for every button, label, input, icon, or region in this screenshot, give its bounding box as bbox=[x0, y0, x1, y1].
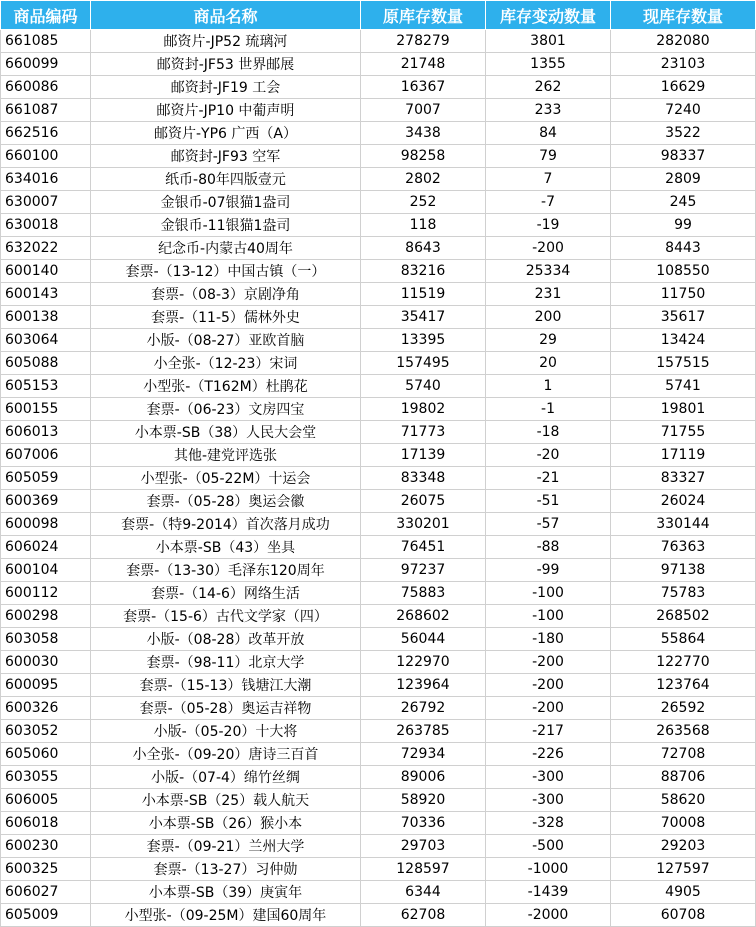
cell-product-name[interactable]: 套票-（特9-2014）首次落月成功 bbox=[91, 513, 361, 536]
cell-stock-change[interactable]: -57 bbox=[486, 513, 611, 536]
cell-product-code[interactable]: 600325 bbox=[1, 858, 91, 881]
cell-current-stock[interactable]: 29203 bbox=[611, 835, 756, 858]
cell-product-name[interactable]: 小本票-SB（25）载人航天 bbox=[91, 789, 361, 812]
cell-original-stock[interactable]: 71773 bbox=[361, 421, 486, 444]
cell-product-code[interactable]: 662516 bbox=[1, 122, 91, 145]
cell-stock-change[interactable]: -226 bbox=[486, 743, 611, 766]
cell-product-name[interactable]: 金银币-11银猫1盎司 bbox=[91, 214, 361, 237]
cell-product-name[interactable]: 套票-（13-12）中国古镇（一） bbox=[91, 260, 361, 283]
cell-product-name[interactable]: 套票-（06-23）文房四宝 bbox=[91, 398, 361, 421]
cell-original-stock[interactable]: 56044 bbox=[361, 628, 486, 651]
cell-product-code[interactable]: 660086 bbox=[1, 76, 91, 99]
cell-product-name[interactable]: 套票-（13-27）习仲勋 bbox=[91, 858, 361, 881]
cell-product-name[interactable]: 套票-（15-6）古代文学家（四） bbox=[91, 605, 361, 628]
cell-product-code[interactable]: 661085 bbox=[1, 30, 91, 53]
cell-original-stock[interactable]: 97237 bbox=[361, 559, 486, 582]
cell-product-name[interactable]: 其他-建党评选张 bbox=[91, 444, 361, 467]
table-row bbox=[1, 582, 756, 605]
cell-product-name[interactable]: 小型张-（05-22M）十运会 bbox=[91, 467, 361, 490]
cell-original-stock[interactable]: 70336 bbox=[361, 812, 486, 835]
cell-product-code[interactable]: 606024 bbox=[1, 536, 91, 559]
table-row bbox=[1, 421, 756, 444]
table-row bbox=[1, 789, 756, 812]
cell-original-stock[interactable]: 75883 bbox=[361, 582, 486, 605]
table-row bbox=[1, 559, 756, 582]
table-row bbox=[1, 858, 756, 881]
table-row bbox=[1, 490, 756, 513]
cell-product-code[interactable]: 606018 bbox=[1, 812, 91, 835]
cell-stock-change[interactable]: 25334 bbox=[486, 260, 611, 283]
cell-stock-change[interactable]: 7 bbox=[486, 168, 611, 191]
cell-original-stock[interactable]: 26792 bbox=[361, 697, 486, 720]
table-body bbox=[1, 30, 756, 927]
cell-current-stock[interactable]: 330144 bbox=[611, 513, 756, 536]
header-stock-change[interactable]: 库存变动数量 bbox=[486, 1, 611, 30]
header-row bbox=[1, 1, 756, 30]
cell-current-stock[interactable]: 2809 bbox=[611, 168, 756, 191]
cell-original-stock[interactable]: 252 bbox=[361, 191, 486, 214]
cell-current-stock[interactable]: 282080 bbox=[611, 30, 756, 53]
cell-product-code[interactable]: 603055 bbox=[1, 766, 91, 789]
cell-product-name[interactable]: 邮资片-JP52 琉璃河 bbox=[91, 30, 361, 53]
cell-original-stock[interactable]: 268602 bbox=[361, 605, 486, 628]
cell-original-stock[interactable]: 29703 bbox=[361, 835, 486, 858]
cell-product-name[interactable]: 小本票-SB（26）猴小本 bbox=[91, 812, 361, 835]
table-row bbox=[1, 881, 756, 904]
cell-current-stock[interactable]: 71755 bbox=[611, 421, 756, 444]
cell-product-name[interactable]: 小本票-SB（38）人民大会堂 bbox=[91, 421, 361, 444]
table-row bbox=[1, 720, 756, 743]
cell-current-stock[interactable]: 17119 bbox=[611, 444, 756, 467]
cell-product-code[interactable]: 600138 bbox=[1, 306, 91, 329]
cell-product-code[interactable]: 661087 bbox=[1, 99, 91, 122]
cell-product-code[interactable]: 600095 bbox=[1, 674, 91, 697]
cell-product-name[interactable]: 小本票-SB（43）坐具 bbox=[91, 536, 361, 559]
cell-stock-change[interactable]: -200 bbox=[486, 237, 611, 260]
cell-product-code[interactable]: 605059 bbox=[1, 467, 91, 490]
cell-stock-change[interactable]: -7 bbox=[486, 191, 611, 214]
cell-current-stock[interactable]: 58620 bbox=[611, 789, 756, 812]
cell-stock-change[interactable]: 231 bbox=[486, 283, 611, 306]
cell-stock-change[interactable]: -328 bbox=[486, 812, 611, 835]
cell-product-name[interactable]: 邮资封-JF53 世界邮展 bbox=[91, 53, 361, 76]
cell-current-stock[interactable]: 97138 bbox=[611, 559, 756, 582]
cell-stock-change[interactable]: -21 bbox=[486, 467, 611, 490]
cell-current-stock[interactable]: 157515 bbox=[611, 352, 756, 375]
cell-product-code[interactable]: 606005 bbox=[1, 789, 91, 812]
cell-stock-change[interactable]: 233 bbox=[486, 99, 611, 122]
cell-product-code[interactable]: 634016 bbox=[1, 168, 91, 191]
cell-product-code[interactable]: 605060 bbox=[1, 743, 91, 766]
cell-current-stock[interactable]: 127597 bbox=[611, 858, 756, 881]
cell-product-name[interactable]: 邮资封-JF19 工会 bbox=[91, 76, 361, 99]
cell-product-name[interactable]: 纪念币-内蒙古40周年 bbox=[91, 237, 361, 260]
cell-current-stock[interactable]: 263568 bbox=[611, 720, 756, 743]
table-row bbox=[1, 53, 756, 76]
cell-stock-change[interactable]: 3801 bbox=[486, 30, 611, 53]
cell-original-stock[interactable]: 83216 bbox=[361, 260, 486, 283]
table-row bbox=[1, 697, 756, 720]
table-row bbox=[1, 467, 756, 490]
cell-product-code[interactable]: 630018 bbox=[1, 214, 91, 237]
cell-stock-change[interactable]: 79 bbox=[486, 145, 611, 168]
table-row bbox=[1, 306, 756, 329]
cell-current-stock[interactable]: 245 bbox=[611, 191, 756, 214]
cell-original-stock[interactable]: 6344 bbox=[361, 881, 486, 904]
cell-product-name[interactable]: 金银币-07银猫1盎司 bbox=[91, 191, 361, 214]
table-row bbox=[1, 605, 756, 628]
cell-product-code[interactable]: 600326 bbox=[1, 697, 91, 720]
cell-product-name[interactable]: 小型张-（09-25M）建国60周年 bbox=[91, 904, 361, 927]
cell-stock-change[interactable]: -180 bbox=[486, 628, 611, 651]
table-row bbox=[1, 398, 756, 421]
cell-product-name[interactable]: 邮资封-JF93 空军 bbox=[91, 145, 361, 168]
cell-current-stock[interactable]: 11750 bbox=[611, 283, 756, 306]
table-header bbox=[1, 1, 756, 30]
table-row bbox=[1, 122, 756, 145]
cell-original-stock[interactable]: 157495 bbox=[361, 352, 486, 375]
cell-current-stock[interactable]: 83327 bbox=[611, 467, 756, 490]
cell-original-stock[interactable]: 26075 bbox=[361, 490, 486, 513]
cell-stock-change[interactable]: 262 bbox=[486, 76, 611, 99]
cell-stock-change[interactable]: -18 bbox=[486, 421, 611, 444]
cell-product-name[interactable]: 套票-（08-3）京剧净角 bbox=[91, 283, 361, 306]
cell-stock-change[interactable]: -88 bbox=[486, 536, 611, 559]
cell-product-name[interactable]: 小全张-（12-23）宋词 bbox=[91, 352, 361, 375]
cell-stock-change[interactable]: -1000 bbox=[486, 858, 611, 881]
cell-stock-change[interactable]: 29 bbox=[486, 329, 611, 352]
cell-stock-change[interactable]: -200 bbox=[486, 651, 611, 674]
table-row bbox=[1, 743, 756, 766]
table-row bbox=[1, 375, 756, 398]
cell-current-stock[interactable]: 70008 bbox=[611, 812, 756, 835]
cell-original-stock[interactable]: 122970 bbox=[361, 651, 486, 674]
cell-stock-change[interactable]: -200 bbox=[486, 697, 611, 720]
cell-current-stock[interactable]: 4905 bbox=[611, 881, 756, 904]
cell-product-name[interactable]: 套票-（11-5）儒林外史 bbox=[91, 306, 361, 329]
cell-original-stock[interactable]: 7007 bbox=[361, 99, 486, 122]
table-row bbox=[1, 651, 756, 674]
cell-original-stock[interactable]: 278279 bbox=[361, 30, 486, 53]
cell-original-stock[interactable]: 3438 bbox=[361, 122, 486, 145]
cell-current-stock[interactable]: 13424 bbox=[611, 329, 756, 352]
table-row bbox=[1, 260, 756, 283]
cell-original-stock[interactable]: 58920 bbox=[361, 789, 486, 812]
cell-original-stock[interactable]: 83348 bbox=[361, 467, 486, 490]
table-row bbox=[1, 904, 756, 927]
cell-original-stock[interactable]: 118 bbox=[361, 214, 486, 237]
cell-original-stock[interactable]: 35417 bbox=[361, 306, 486, 329]
cell-product-code[interactable]: 603058 bbox=[1, 628, 91, 651]
cell-product-name[interactable]: 小型张-（T162M）杜鹃花 bbox=[91, 375, 361, 398]
cell-original-stock[interactable]: 2802 bbox=[361, 168, 486, 191]
cell-product-code[interactable]: 600298 bbox=[1, 605, 91, 628]
cell-current-stock[interactable]: 122770 bbox=[611, 651, 756, 674]
cell-current-stock[interactable]: 23103 bbox=[611, 53, 756, 76]
cell-product-code[interactable]: 605153 bbox=[1, 375, 91, 398]
cell-product-name[interactable]: 套票-（09-21）兰州大学 bbox=[91, 835, 361, 858]
cell-product-name[interactable]: 套票-（05-28）奥运会徽 bbox=[91, 490, 361, 513]
cell-stock-change[interactable]: -500 bbox=[486, 835, 611, 858]
cell-current-stock[interactable]: 55864 bbox=[611, 628, 756, 651]
cell-product-name[interactable]: 套票-（15-13）钱塘江大潮 bbox=[91, 674, 361, 697]
cell-product-code[interactable]: 600098 bbox=[1, 513, 91, 536]
cell-current-stock[interactable]: 60708 bbox=[611, 904, 756, 927]
table-row bbox=[1, 30, 756, 53]
cell-current-stock[interactable]: 19801 bbox=[611, 398, 756, 421]
cell-product-code[interactable]: 603064 bbox=[1, 329, 91, 352]
cell-original-stock[interactable]: 62708 bbox=[361, 904, 486, 927]
cell-stock-change[interactable]: -217 bbox=[486, 720, 611, 743]
cell-stock-change[interactable]: -300 bbox=[486, 789, 611, 812]
cell-original-stock[interactable]: 21748 bbox=[361, 53, 486, 76]
cell-product-code[interactable]: 606027 bbox=[1, 881, 91, 904]
table-row bbox=[1, 214, 756, 237]
cell-current-stock[interactable]: 108550 bbox=[611, 260, 756, 283]
table-row bbox=[1, 168, 756, 191]
cell-stock-change[interactable]: 200 bbox=[486, 306, 611, 329]
cell-product-name[interactable]: 纸币-80年四版壹元 bbox=[91, 168, 361, 191]
cell-stock-change[interactable]: 1 bbox=[486, 375, 611, 398]
cell-product-code[interactable]: 600230 bbox=[1, 835, 91, 858]
cell-product-name[interactable]: 套票-（13-30）毛泽东120周年 bbox=[91, 559, 361, 582]
cell-current-stock[interactable]: 99 bbox=[611, 214, 756, 237]
cell-original-stock[interactable]: 5740 bbox=[361, 375, 486, 398]
cell-product-code[interactable]: 630007 bbox=[1, 191, 91, 214]
cell-product-code[interactable]: 605088 bbox=[1, 352, 91, 375]
cell-product-name[interactable]: 邮资片-JP10 中葡声明 bbox=[91, 99, 361, 122]
cell-stock-change[interactable]: -19 bbox=[486, 214, 611, 237]
cell-current-stock[interactable]: 123764 bbox=[611, 674, 756, 697]
cell-product-code[interactable]: 660099 bbox=[1, 53, 91, 76]
cell-original-stock[interactable]: 17139 bbox=[361, 444, 486, 467]
cell-original-stock[interactable]: 11519 bbox=[361, 283, 486, 306]
cell-original-stock[interactable]: 72934 bbox=[361, 743, 486, 766]
cell-original-stock[interactable]: 8643 bbox=[361, 237, 486, 260]
cell-stock-change[interactable]: -300 bbox=[486, 766, 611, 789]
cell-product-code[interactable]: 632022 bbox=[1, 237, 91, 260]
cell-product-name[interactable]: 小版-（08-28）改革开放 bbox=[91, 628, 361, 651]
cell-stock-change[interactable]: -200 bbox=[486, 674, 611, 697]
table-row bbox=[1, 674, 756, 697]
cell-stock-change[interactable]: -2000 bbox=[486, 904, 611, 927]
cell-product-name[interactable]: 小全张-（09-20）唐诗三百首 bbox=[91, 743, 361, 766]
cell-original-stock[interactable]: 13395 bbox=[361, 329, 486, 352]
cell-product-name[interactable]: 小版-（08-27）亚欧首脑 bbox=[91, 329, 361, 352]
table-row bbox=[1, 329, 756, 352]
cell-current-stock[interactable]: 98337 bbox=[611, 145, 756, 168]
cell-product-code[interactable]: 600143 bbox=[1, 283, 91, 306]
cell-product-code[interactable]: 660100 bbox=[1, 145, 91, 168]
cell-current-stock[interactable]: 88706 bbox=[611, 766, 756, 789]
cell-current-stock[interactable]: 268502 bbox=[611, 605, 756, 628]
cell-current-stock[interactable]: 75783 bbox=[611, 582, 756, 605]
cell-stock-change[interactable]: -20 bbox=[486, 444, 611, 467]
cell-product-code[interactable]: 600104 bbox=[1, 559, 91, 582]
cell-current-stock[interactable]: 26592 bbox=[611, 697, 756, 720]
cell-original-stock[interactable]: 123964 bbox=[361, 674, 486, 697]
cell-stock-change[interactable]: 1355 bbox=[486, 53, 611, 76]
cell-stock-change[interactable]: -51 bbox=[486, 490, 611, 513]
header-current-stock[interactable]: 现库存数量 bbox=[611, 1, 756, 30]
cell-original-stock[interactable]: 263785 bbox=[361, 720, 486, 743]
table-row bbox=[1, 444, 756, 467]
table-row bbox=[1, 835, 756, 858]
header-product-name[interactable]: 商品名称 bbox=[91, 1, 361, 30]
table-row bbox=[1, 536, 756, 559]
cell-original-stock[interactable]: 98258 bbox=[361, 145, 486, 168]
table-row bbox=[1, 766, 756, 789]
cell-stock-change[interactable]: -99 bbox=[486, 559, 611, 582]
cell-current-stock[interactable]: 8443 bbox=[611, 237, 756, 260]
cell-current-stock[interactable]: 16629 bbox=[611, 76, 756, 99]
cell-current-stock[interactable]: 7240 bbox=[611, 99, 756, 122]
table-row bbox=[1, 628, 756, 651]
cell-current-stock[interactable]: 5741 bbox=[611, 375, 756, 398]
cell-stock-change[interactable]: 20 bbox=[486, 352, 611, 375]
cell-current-stock[interactable]: 35617 bbox=[611, 306, 756, 329]
cell-current-stock[interactable]: 3522 bbox=[611, 122, 756, 145]
cell-product-name[interactable]: 小本票-SB（39）庚寅年 bbox=[91, 881, 361, 904]
header-product-code[interactable]: 商品编码 bbox=[1, 1, 91, 30]
table-row bbox=[1, 145, 756, 168]
cell-original-stock[interactable]: 16367 bbox=[361, 76, 486, 99]
table-row bbox=[1, 283, 756, 306]
cell-product-code[interactable]: 600112 bbox=[1, 582, 91, 605]
cell-product-name[interactable]: 套票-（14-6）网络生活 bbox=[91, 582, 361, 605]
cell-product-name[interactable]: 邮资片-YP6 广西（A） bbox=[91, 122, 361, 145]
header-original-stock[interactable]: 原库存数量 bbox=[361, 1, 486, 30]
cell-stock-change[interactable]: -1 bbox=[486, 398, 611, 421]
cell-stock-change[interactable]: 84 bbox=[486, 122, 611, 145]
cell-current-stock[interactable]: 76363 bbox=[611, 536, 756, 559]
cell-product-code[interactable]: 600140 bbox=[1, 260, 91, 283]
table-row bbox=[1, 352, 756, 375]
table-row bbox=[1, 191, 756, 214]
cell-stock-change[interactable]: -1439 bbox=[486, 881, 611, 904]
table-row bbox=[1, 76, 756, 99]
cell-product-code[interactable]: 600030 bbox=[1, 651, 91, 674]
cell-product-code[interactable]: 606013 bbox=[1, 421, 91, 444]
table-row bbox=[1, 812, 756, 835]
cell-product-name[interactable]: 小版-（07-4）绵竹丝绸 bbox=[91, 766, 361, 789]
cell-original-stock[interactable]: 19802 bbox=[361, 398, 486, 421]
cell-product-code[interactable]: 605009 bbox=[1, 904, 91, 927]
table-row bbox=[1, 237, 756, 260]
cell-stock-change[interactable]: -100 bbox=[486, 605, 611, 628]
cell-product-name[interactable]: 套票-（05-28）奥运吉祥物 bbox=[91, 697, 361, 720]
cell-stock-change[interactable]: -100 bbox=[486, 582, 611, 605]
table-row bbox=[1, 99, 756, 122]
cell-original-stock[interactable]: 330201 bbox=[361, 513, 486, 536]
cell-product-code[interactable]: 603052 bbox=[1, 720, 91, 743]
cell-current-stock[interactable]: 72708 bbox=[611, 743, 756, 766]
cell-product-code[interactable]: 600155 bbox=[1, 398, 91, 421]
cell-product-code[interactable]: 600369 bbox=[1, 490, 91, 513]
cell-product-name[interactable]: 套票-（98-11）北京大学 bbox=[91, 651, 361, 674]
cell-original-stock[interactable]: 128597 bbox=[361, 858, 486, 881]
cell-product-code[interactable]: 607006 bbox=[1, 444, 91, 467]
table-row bbox=[1, 513, 756, 536]
cell-current-stock[interactable]: 26024 bbox=[611, 490, 756, 513]
cell-original-stock[interactable]: 89006 bbox=[361, 766, 486, 789]
cell-original-stock[interactable]: 76451 bbox=[361, 536, 486, 559]
cell-product-name[interactable]: 小版-（05-20）十大将 bbox=[91, 720, 361, 743]
